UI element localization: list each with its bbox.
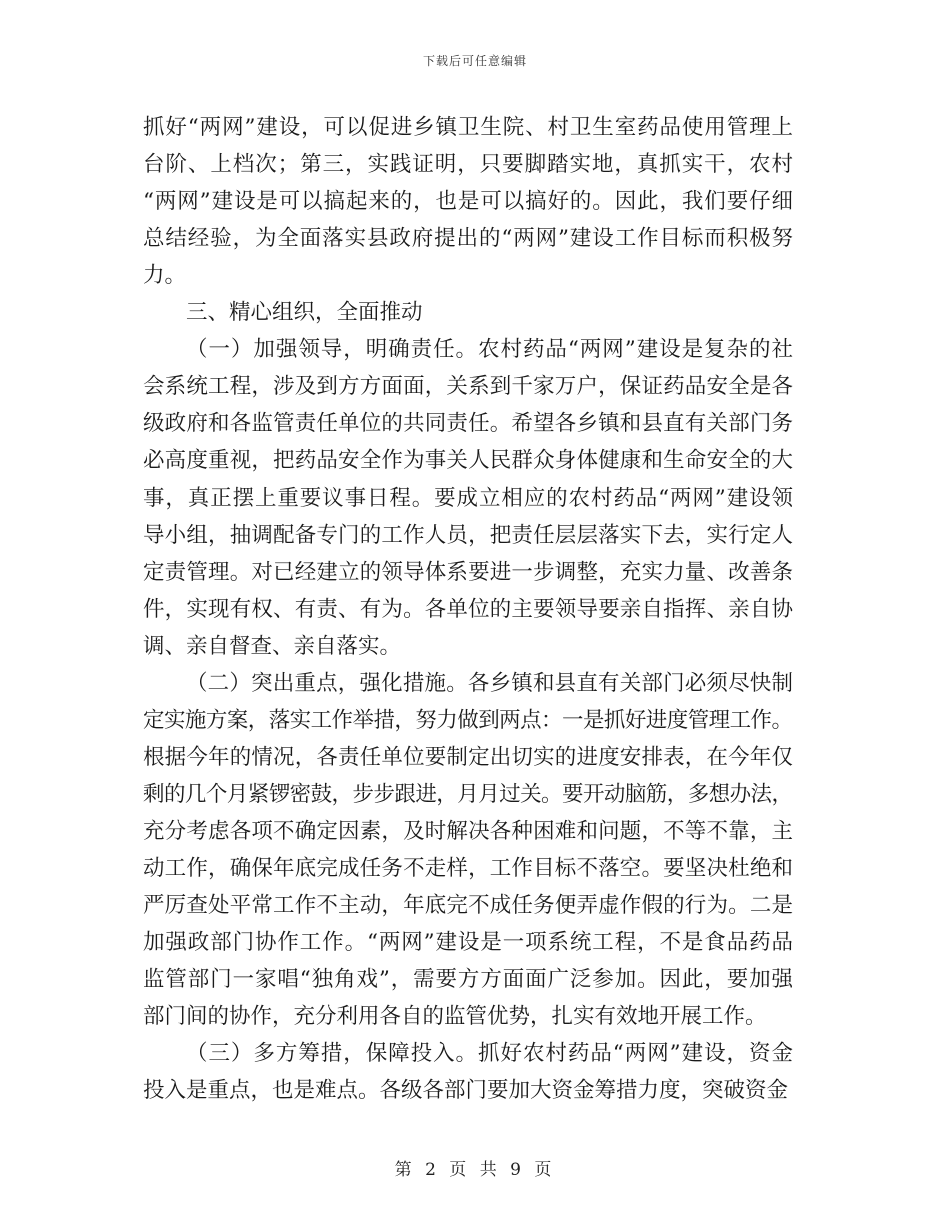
text-line: 件，实现有权、有责、有为。各单位的主要领导要亲自指挥、亲自协 (143, 596, 794, 622)
text-line: 动工作，确保年底完成任务不走样，工作目标不落空。要坚决杜绝和 (143, 856, 794, 881)
text-line: “两网”建设是可以搞起来的，也是可以搞好的。因此，我们要仔细 (143, 189, 794, 215)
text-line: （一）加强领导，明确责任。农村药品“两网”建设是复杂的社 (186, 337, 794, 363)
text-line: 事，真正摆上重要议事日程。要成立相应的农村药品“两网”建设领 (143, 485, 794, 511)
text-line: 力。 (143, 263, 187, 289)
text-line: 充分考虑各项不确定因素，及时解决各种困难和问题，不等不靠，主 (143, 818, 794, 844)
text-line: 总结经验，为全面落实县政府提出的“两网”建设工作目标而积极努 (143, 226, 794, 252)
text-line: 级政府和各监管责任单位的共同责任。希望各乡镇和县直有关部门务 (143, 411, 794, 437)
text-line: 严厉查处平常工作不主动，年底完不成任务便弄虚作假的行为。二是 (143, 893, 794, 919)
text-line: （二）突出重点，强化措施。各乡镇和县直有关部门必须尽快制 (186, 670, 794, 696)
text-line: 加强政部门协作工作。“两网”建设是一项系统工程，不是食品药品 (143, 930, 794, 956)
text-line: 三、精心组织，全面推动 (186, 300, 423, 326)
text-line: 必高度重视，把药品安全作为事关人民群众身体健康和生命安全的大 (143, 448, 794, 474)
text-line: 根据今年的情况，各责任单位要制定出切实的进度安排表，在今年仅 (143, 744, 794, 770)
text-line: 定责管理。对已经建立的领导体系要进一步调整，充实力量、改善条 (143, 559, 794, 585)
page-footer: 第 2 页 共 9 页 (394, 1160, 556, 1180)
text-line: 会系统工程，涉及到方方面面，关系到千家万户，保证药品安全是各 (143, 374, 794, 400)
text-line: 部门间的协作，充分利用各自的监管优势，扎实有效地开展工作。 (143, 1004, 767, 1030)
text-line: 导小组，抽调配备专门的工作人员，把责任层层落实下去，实行定人 (143, 522, 794, 548)
text-line: 调、亲自督查、亲自落实。 (143, 633, 402, 659)
text-line: 抓好“两网”建设，可以促进乡镇卫生院、村卫生室药品使用管理上 (143, 115, 794, 140)
text-line: 台阶、上档次；第三，实践证明，只要脚踏实地，真抓实干，农村 (143, 152, 794, 178)
text-line: 投入是重点，也是难点。各级各部门要加大资金筹措力度，突破资金 (143, 1078, 789, 1104)
text-line: （三）多方筹措，保障投入。抓好农村药品“两网”建设，资金 (186, 1041, 794, 1067)
text-line: 监管部门一家唱“独角戏”，需要方方面面广泛参加。因此，要加强 (143, 967, 794, 993)
text-line: 剩的几个月紧锣密鼓，步步跟进，月月过关。要开动脑筋，多想办法， (143, 781, 793, 807)
page-header: 下载后可任意编辑 (422, 54, 527, 68)
text-line: 定实施方案，落实工作举措，努力做到两点：一是抓好进度管理工作。 (143, 707, 793, 733)
